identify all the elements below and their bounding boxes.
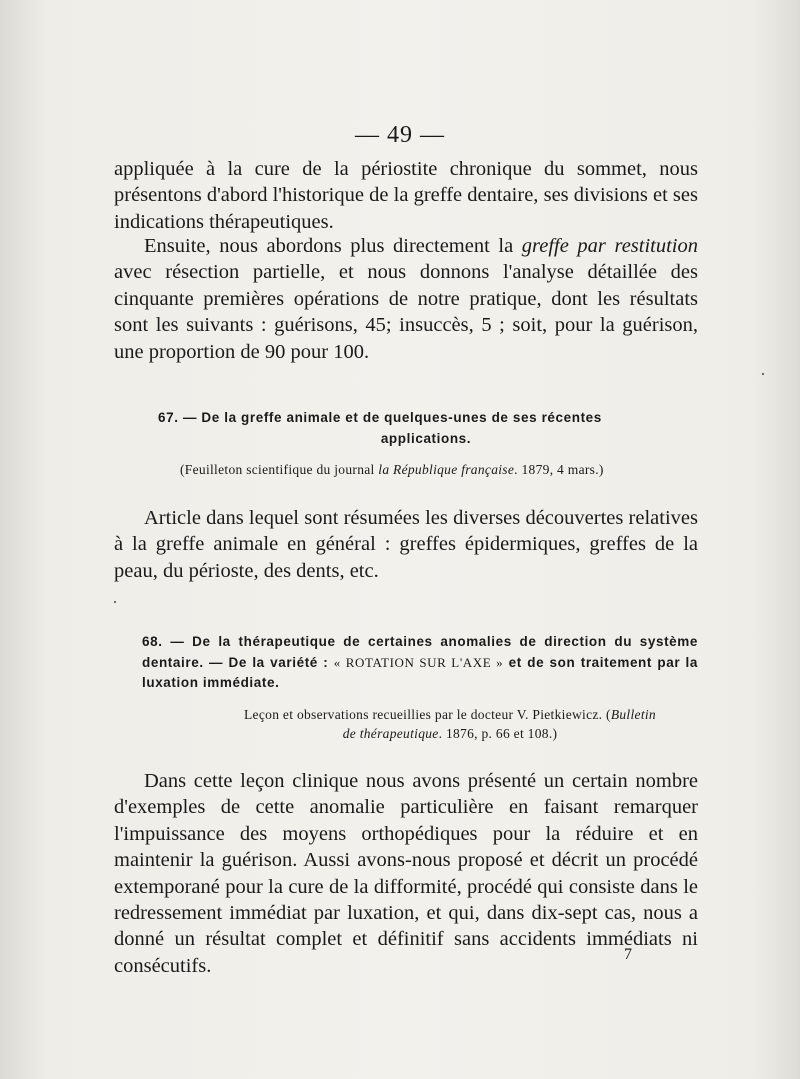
entry-68-title-smallcaps: « ROTATION SUR L'AXE » (333, 654, 504, 670)
entry-67-source (180, 460, 680, 479)
entry-68-title-part2: et de son traitement par la luxation immédiate. (142, 654, 698, 690)
margin-dot: · (760, 364, 766, 384)
entry-67-text (114, 505, 698, 584)
entry-67-body: Article dans lequel sont résumées les diverses découvertes relatives à la greffe animale en général : greffes épidermiques, greffes de la peau, du périoste, des dents, etc. (114, 507, 698, 582)
intro-paragraph (114, 156, 698, 235)
intro-text: appliquée à la cure de la périostite chronique du sommet, nous présentons d'abord l'historique de la greffe dentaire, ses divisions et ses indications thérapeutiques. (114, 158, 698, 233)
entry-68-number: 68. (142, 634, 163, 649)
entry-68-source-line1: Leçon et observations recueillies par le docteur V. Pietkiewicz. ( (244, 707, 611, 722)
entry-68-source-italic2: de thérapeutique (342, 726, 439, 741)
entry-68-source-line2: . 1876, p. 66 et 108.) (438, 726, 558, 741)
margin-dot: · (112, 592, 118, 612)
entry-68-body: Dans cette leçon clinique nous avons présenté un certain nombre d'exemples de cette anomalie particulière en faisant remarquer l'impuissance des moyens orthopédiques pour la réduire et en maintenir la guérison. Aussi avons-nous proposé et décrit un procédé extemporané pour la cure de la difformité, procédé qui consiste dans le redressement immédiat par luxation, et qui, dans dix-sept cas, nous a donné un résultat complet et définitif sans accidents immédiats ni consécutifs. (114, 770, 698, 977)
entry-68-source (190, 705, 710, 743)
summary-italic: greffe par restitution (521, 235, 699, 257)
entry-68-source-italic1: Bulletin (610, 707, 656, 722)
page-number: — 49 — (355, 122, 445, 148)
entry-67-number: 67. (158, 410, 179, 425)
entry-67-source-suffix: . 1879, 4 mars.) (514, 462, 604, 477)
entry-68-title-part1: De la thérapeutique de certaines anomalies de direction du système dentaire. — De la variété : (142, 634, 699, 670)
signature-number: 7 (624, 946, 632, 963)
entry-68-heading (142, 632, 698, 694)
entry-67-dash: — (182, 410, 198, 425)
summary-text-1: Ensuite, nous abordons plus directement la (144, 235, 522, 257)
entry-68-dash: — (170, 634, 185, 649)
entry-67-source-italic: la République française (378, 462, 515, 477)
summary-paragraph (114, 233, 698, 365)
entry-67-title-line1: De la greffe animale et de quelques-unes de ses récentes (201, 410, 602, 425)
entry-68-text (114, 768, 698, 979)
entry-67-title-line2: applications. (380, 430, 472, 446)
summary-text-2: avec résection partielle, et nous donnons l'analyse détaillée des cinquante premières opérations de notre pratique, dont les résultats sont les suivants : guérisons, 45; insuccès, 5 ; soit, pour la guérison, une proportion de 90 pour 100. (114, 261, 698, 363)
entry-67-source-prefix: (Feuilleton scientifique du journal (180, 462, 379, 477)
entry-67-heading (158, 408, 694, 449)
